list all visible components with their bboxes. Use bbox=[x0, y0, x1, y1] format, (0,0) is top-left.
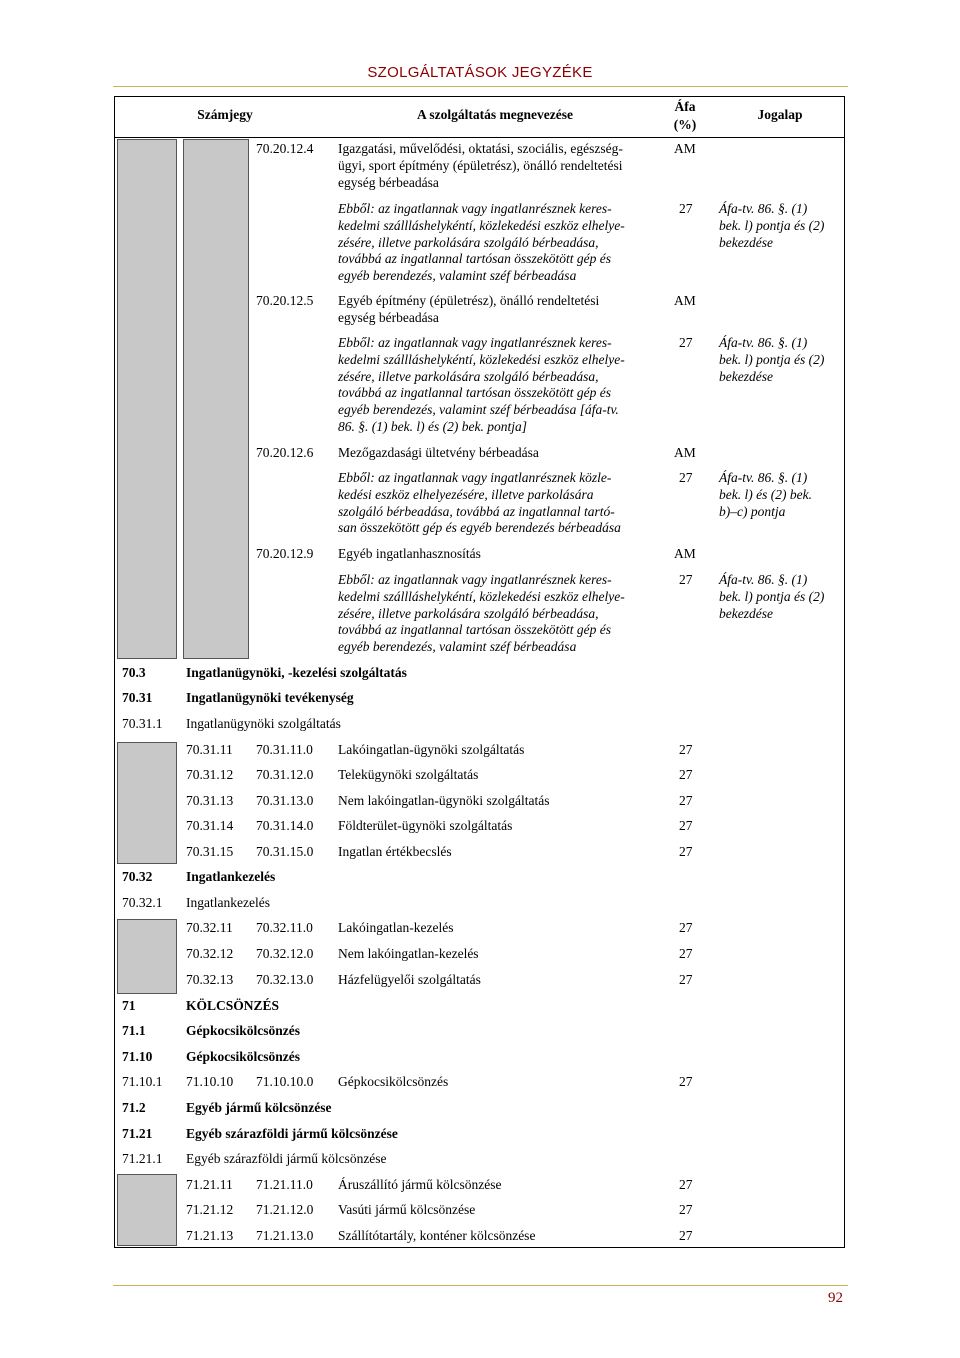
empty-cell bbox=[117, 919, 177, 994]
entry-afa: AM bbox=[674, 293, 696, 308]
entry-afa: AM bbox=[674, 141, 696, 156]
item-afa: 27 bbox=[679, 946, 693, 961]
item-name: Lakóingatlan-ügynöki szolgáltatás bbox=[338, 742, 525, 757]
column-header-afa bbox=[660, 98, 710, 134]
item-afa: 27 bbox=[679, 742, 693, 757]
section-name: Ingatlankezelés bbox=[186, 869, 276, 884]
section-name: Ingatlankezelés bbox=[186, 895, 270, 910]
section-code: 70.3 bbox=[122, 665, 146, 680]
section-name: KÖLCSÖNZÉS bbox=[186, 998, 280, 1013]
entry-line: kedelmi szállláshelykéntí, közlekedési eszköz elhelye- bbox=[338, 217, 625, 233]
empty-cell bbox=[117, 1174, 177, 1246]
page-number: 92 bbox=[828, 1290, 843, 1306]
column-header-afa-line2: (%) bbox=[673, 117, 697, 132]
item-name: Vasúti jármű kölcsönzése bbox=[338, 1202, 476, 1217]
entry-afa: AM bbox=[674, 546, 696, 561]
entry-description bbox=[338, 141, 623, 191]
entry-afa: 27 bbox=[679, 572, 693, 587]
section-code: 71.21.1 bbox=[122, 1151, 163, 1166]
jogalap-line: Áfa-tv. 86. §. (1) bbox=[719, 572, 808, 587]
item-subcode: 71.21.13.0 bbox=[256, 1228, 314, 1243]
item-subcode: 71.10.10.0 bbox=[256, 1074, 314, 1089]
empty-cell bbox=[117, 139, 177, 659]
entry-code: 70.20.12.6 bbox=[256, 445, 314, 460]
entry-line: egység bérbeadása bbox=[338, 309, 439, 325]
item-name: Házfelügyelői szolgáltatás bbox=[338, 972, 481, 987]
empty-cell bbox=[183, 139, 249, 659]
jogalap-line: bek. l) pontja és (2) bbox=[719, 217, 825, 233]
item-code: 71.10.1 bbox=[122, 1074, 163, 1089]
jogalap-line: bekezdése bbox=[719, 368, 773, 384]
column-header-afa-line1: Áfa bbox=[674, 99, 696, 114]
item-subcode: 70.31.14.0 bbox=[256, 818, 314, 833]
item-afa: 27 bbox=[679, 793, 693, 808]
item-subcode: 71.21.11.0 bbox=[256, 1177, 313, 1192]
entry-line: Igazgatási, művelődési, oktatási, szociális, egészség- bbox=[338, 141, 623, 156]
entry-line: Egyéb építmény (épületrész), önálló rendeltetési bbox=[338, 293, 600, 308]
entry-line: továbbá az ingatlannal tartósan összekötött gép és bbox=[338, 385, 611, 401]
entry-afa: 27 bbox=[679, 335, 693, 350]
item-code: 70.31.14 bbox=[186, 818, 234, 833]
item-subcode: 71.10.10 bbox=[186, 1074, 234, 1089]
jogalap-line: bekezdése bbox=[719, 605, 773, 621]
column-header-szamjegy: Számjegy bbox=[197, 107, 253, 122]
section-code: 71.1 bbox=[122, 1023, 146, 1038]
entry-line: továbbá az ingatlannal tartósan összekötött gép és bbox=[338, 251, 611, 267]
section-name: Egyéb jármű kölcsönzése bbox=[186, 1100, 332, 1115]
section-name: Egyéb szárazföldi jármű kölcsönzése bbox=[186, 1151, 387, 1166]
entry-line: szolgáló bérbeadása, továbbá az ingatlannal tartó- bbox=[338, 503, 615, 519]
entry-jogalap bbox=[719, 201, 824, 251]
entry-code: 70.20.12.9 bbox=[256, 546, 314, 561]
item-name: Nem lakóingatlan-ügynöki szolgáltatás bbox=[338, 793, 550, 808]
column-header-megnevezes: A szolgáltatás megnevezése bbox=[417, 107, 573, 122]
entry-subnote bbox=[338, 335, 625, 436]
item-subcode: 70.32.13.0 bbox=[256, 972, 314, 987]
section-code: 70.31 bbox=[122, 690, 153, 705]
item-subcode: 71.21.12.0 bbox=[256, 1202, 314, 1217]
item-name: Szállítótartály, konténer kölcsönzése bbox=[338, 1228, 536, 1243]
item-afa: 27 bbox=[679, 844, 693, 859]
jogalap-line: Áfa-tv. 86. §. (1) bbox=[719, 201, 808, 216]
item-code: 71.21.13 bbox=[186, 1228, 234, 1243]
item-code: 71.21.11 bbox=[186, 1177, 233, 1192]
section-name: Gépkocsikölcsönzés bbox=[186, 1023, 301, 1038]
entry-line: zésére, illetve parkolására szolgáló bérbeadása, bbox=[338, 234, 599, 250]
entry-line: Ebből: az ingatlannak vagy ingatlanrésznek keres- bbox=[338, 201, 612, 216]
jogalap-line: b)–c) pontja bbox=[719, 503, 786, 519]
document-title: SZOLGÁLTATÁSOK JEGYZÉKE bbox=[367, 64, 593, 81]
entry-line: san összekötött gép és egyéb berendezés bérbeadása bbox=[338, 520, 621, 536]
section-code: 70.31.1 bbox=[122, 716, 163, 731]
item-code: 70.31.13 bbox=[186, 793, 234, 808]
item-code: 70.32.13 bbox=[186, 972, 234, 987]
item-subcode: 70.31.11.0 bbox=[256, 742, 313, 757]
item-code: 71.21.12 bbox=[186, 1202, 234, 1217]
jogalap-line: bek. l) pontja és (2) bbox=[719, 588, 825, 604]
section-name: Gépkocsikölcsönzés bbox=[186, 1049, 301, 1064]
item-afa: 27 bbox=[679, 818, 693, 833]
entry-line: Ebből: az ingatlannak vagy ingatlanrésznek keres- bbox=[338, 572, 612, 587]
item-name: Nem lakóingatlan-kezelés bbox=[338, 946, 479, 961]
jogalap-line: Áfa-tv. 86. §. (1) bbox=[719, 335, 808, 350]
section-name: Ingatlanügynöki, -kezelési szolgáltatás bbox=[186, 665, 407, 680]
item-name: Áruszállító jármű kölcsönzése bbox=[338, 1177, 502, 1192]
entry-description: Egyéb ingatlanhasznosítás bbox=[338, 546, 481, 561]
entry-code: 70.20.12.4 bbox=[256, 141, 314, 156]
item-subcode: 70.31.15.0 bbox=[256, 844, 314, 859]
entry-afa: 27 bbox=[679, 470, 693, 485]
item-name: Lakóingatlan-kezelés bbox=[338, 920, 454, 935]
jogalap-line: Áfa-tv. 86. §. (1) bbox=[719, 470, 808, 485]
item-afa: 27 bbox=[679, 1228, 693, 1243]
entry-line: kedési eszköz elhelyezésére, illetve parkolására bbox=[338, 486, 594, 502]
section-code: 71.2 bbox=[122, 1100, 146, 1115]
entry-jogalap bbox=[719, 572, 824, 622]
jogalap-line: bek. l) pontja és (2) bbox=[719, 351, 825, 367]
item-subcode: 70.31.12.0 bbox=[256, 767, 314, 782]
entry-line: egység bérbeadása bbox=[338, 174, 439, 190]
entry-jogalap bbox=[719, 335, 824, 385]
entry-line: ügyi, sport építmény (épületrész), önálló rendeltetési bbox=[338, 157, 623, 173]
entry-line: egyéb berendezés, valamint széf bérbeadása [áfa-tv. bbox=[338, 402, 619, 418]
item-afa: 27 bbox=[679, 1177, 693, 1192]
item-code: 70.31.12 bbox=[186, 767, 234, 782]
entry-line: egyéb berendezés, valamint széf bérbeadása bbox=[338, 268, 577, 284]
item-name: Ingatlan értékbecslés bbox=[338, 844, 452, 859]
column-header-jogalap: Jogalap bbox=[757, 107, 803, 122]
section-code: 71.10 bbox=[122, 1049, 153, 1064]
item-afa: 27 bbox=[679, 972, 693, 987]
entry-description bbox=[338, 293, 599, 327]
section-name: Egyéb szárazföldi jármű kölcsönzése bbox=[186, 1126, 398, 1141]
entry-line: zésére, illetve parkolására szolgáló bérbeadása, bbox=[338, 368, 599, 384]
entry-line: Ebből: az ingatlannak vagy ingatlanrésznek keres- bbox=[338, 335, 612, 350]
entry-line: 86. §. (1) bek. l) és (2) bek. pontja] bbox=[338, 418, 527, 434]
entry-subnote bbox=[338, 572, 625, 656]
footer-rule bbox=[113, 1285, 848, 1286]
entry-afa: AM bbox=[674, 445, 696, 460]
item-code: 70.31.15 bbox=[186, 844, 234, 859]
entry-line: kedelmi szállláshelykéntí, közlekedési eszköz elhelye- bbox=[338, 351, 625, 367]
item-subcode: 70.32.11.0 bbox=[256, 920, 313, 935]
item-name: Telekügynöki szolgáltatás bbox=[338, 767, 479, 782]
entry-subnote bbox=[338, 201, 625, 285]
item-afa: 27 bbox=[679, 767, 693, 782]
item-code: 70.31.11 bbox=[186, 742, 233, 757]
entry-line: egyéb berendezés, valamint széf bérbeadása bbox=[338, 639, 577, 655]
entry-line: Ebből: az ingatlannak vagy ingatlanrésznek közle- bbox=[338, 470, 612, 485]
item-name: Gépkocsikölcsönzés bbox=[338, 1074, 449, 1089]
item-name: Földterület-ügynöki szolgáltatás bbox=[338, 818, 513, 833]
entry-afa: 27 bbox=[679, 201, 693, 216]
section-code: 71.21 bbox=[122, 1126, 153, 1141]
entry-description: Mezőgazdasági ültetvény bérbeadása bbox=[338, 445, 539, 460]
item-subcode: 70.31.13.0 bbox=[256, 793, 314, 808]
section-code: 71 bbox=[122, 998, 136, 1013]
section-name: Ingatlanügynöki szolgáltatás bbox=[186, 716, 341, 731]
section-code: 70.32.1 bbox=[122, 895, 163, 910]
table-header-separator bbox=[114, 137, 845, 138]
entry-line: zésére, illetve parkolására szolgáló bérbeadása, bbox=[338, 605, 599, 621]
entry-code: 70.20.12.5 bbox=[256, 293, 314, 308]
entry-line: kedelmi szállláshelykéntí, közlekedési eszköz elhelye- bbox=[338, 588, 625, 604]
empty-cell bbox=[117, 742, 177, 864]
item-code: 70.32.11 bbox=[186, 920, 233, 935]
entry-jogalap bbox=[719, 470, 812, 520]
entry-subnote bbox=[338, 470, 621, 537]
jogalap-line: bekezdése bbox=[719, 234, 773, 250]
item-afa: 27 bbox=[679, 1202, 693, 1217]
item-subcode: 70.32.12.0 bbox=[256, 946, 314, 961]
item-code: 70.32.12 bbox=[186, 946, 234, 961]
entry-line: továbbá az ingatlannal tartósan összekötött gép és bbox=[338, 622, 611, 638]
item-afa: 27 bbox=[679, 920, 693, 935]
jogalap-line: bek. l) és (2) bek. bbox=[719, 486, 812, 502]
section-name: Ingatlanügynöki tevékenység bbox=[186, 690, 354, 705]
header-rule bbox=[113, 86, 848, 87]
item-afa: 27 bbox=[679, 1074, 693, 1089]
section-code: 70.32 bbox=[122, 869, 153, 884]
